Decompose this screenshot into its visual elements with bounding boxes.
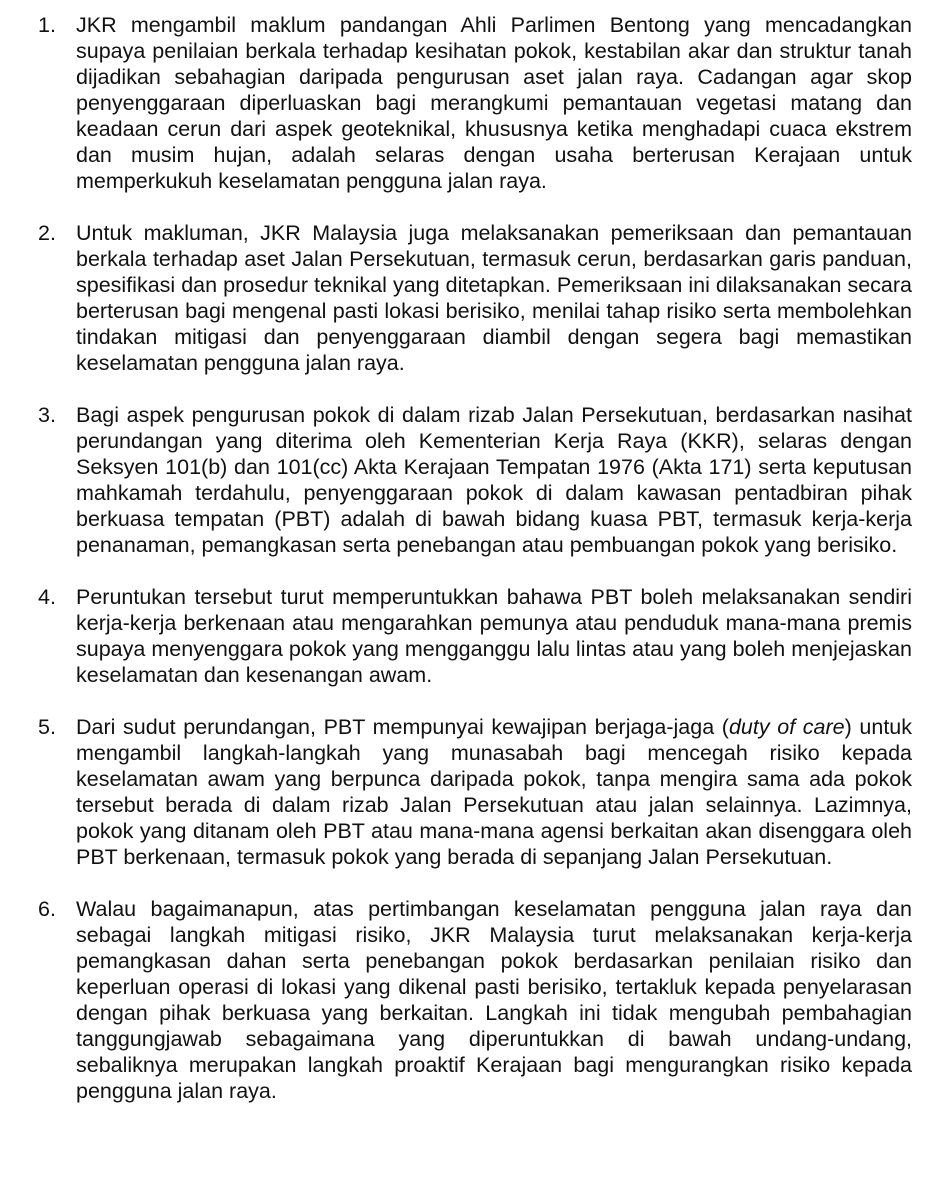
numbered-paragraph-6	[38, 896, 912, 1104]
paragraph-text: Bagi aspek pengurusan pokok di dalam rizab Jalan Persekutuan, berdasarkan nasihat perundangan yang diterima oleh Kementerian Kerja Raya (KKR), selaras dengan Seksyen 101(b) dan 101(cc) Akta Kerajaan Tempatan 1976 (Akta 171) serta keputusan mahkamah terdahulu, penyenggaraan pokok di dalam kawasan pentadbiran pihak berkuasa tempatan (PBT) adalah di bawah bidang kuasa PBT, termasuk kerja-kerja penanaman, pemangkasan serta penebangan atau pembuangan pokok yang berisiko.	[76, 403, 912, 557]
numbered-paragraph-3	[38, 402, 912, 558]
numbered-paragraph-2	[38, 220, 912, 376]
paragraph-text: JKR mengambil maklum pandangan Ahli Parlimen Bentong yang mencadangkan supaya penilaian berkala terhadap kesihatan pokok, kestabilan akar dan struktur tanah dijadikan sebahagian daripada pengurusan aset jalan raya. Cadangan agar skop penyenggaraan diperluaskan bagi merangkumi pemantauan vegetasi matang dan keadaan cerun dari aspek geoteknikal, khususnya ketika menghadapi cuaca ekstrem dan musim hujan, adalah selaras dengan usaha berterusan Kerajaan untuk memperkukuh keselamatan pengguna jalan raya.	[76, 13, 912, 193]
paragraph-text: Untuk makluman, JKR Malaysia juga melaksanakan pemeriksaan dan pemantauan berkala terhadap aset Jalan Persekutuan, termasuk cerun, berdasarkan garis panduan, spesifikasi dan prosedur teknikal yang ditetapkan. Pemeriksaan ini dilaksanakan secara berterusan bagi mengenal pasti lokasi berisiko, menilai tahap risiko serta membolehkan tindakan mitigasi dan penyenggaraan diambil dengan segera bagi memastikan keselamatan pengguna jalan raya.	[76, 221, 912, 375]
paragraph-text-start: Dari sudut perundangan, PBT mempunyai kewajipan berjaga-jaga (	[76, 715, 729, 739]
paragraph-text	[76, 714, 912, 870]
italic-term: duty of care	[728, 715, 845, 739]
paragraph-text: Peruntukan tersebut turut memperuntukkan bahawa PBT boleh melaksanakan sendiri kerja-kerja berkenaan atau mengarahkan pemunya atau penduduk mana-mana premis supaya menyenggara pokok yang mengganggu lalu lintas atau yang boleh menjejaskan keselamatan dan kesenangan awam.	[76, 585, 912, 687]
paragraph-text: Walau bagaimanapun, atas pertimbangan keselamatan pengguna jalan raya dan sebagai langkah mitigasi risiko, JKR Malaysia turut melaksanakan kerja-kerja pemangkasan dahan serta penebangan pokok berdasarkan penilaian risiko dan keperluan operasi di lokasi yang dikenal pasti berisiko, tertakluk kepada penyelarasan dengan pihak berkuasa yang berkaitan. Langkah ini tidak mengubah pembahagian tanggungjawab sebagaimana yang diperuntukkan di bawah undang-undang, sebaliknya merupakan langkah proaktif Kerajaan bagi mengurangkan risiko kepada pengguna jalan raya.	[76, 897, 912, 1103]
paragraph-text-end: ) untuk mengambil langkah-langkah yang munasabah bagi mencegah risiko kepada keselamatan awam yang berpunca daripada pokok, tanpa mengira sama ada pokok tersebut berada di dalam rizab Jalan Persekutuan atau jalan selainnya. Lazimnya, pokok yang ditanam oleh PBT atau mana-mana agensi berkaitan akan disenggara oleh PBT berkenaan, termasuk pokok yang berada di sepanjang Jalan Persekutuan.	[76, 715, 913, 869]
numbered-paragraph-1	[38, 12, 912, 194]
paragraph-number: 3.	[38, 403, 56, 427]
numbered-paragraph-5	[38, 714, 912, 870]
paragraph-number: 1.	[38, 13, 56, 37]
paragraph-number: 5.	[38, 715, 56, 739]
paragraph-number: 2.	[38, 221, 56, 245]
paragraph-number: 6.	[38, 897, 56, 921]
paragraph-number: 4.	[38, 585, 56, 609]
numbered-paragraph-4	[38, 584, 912, 688]
